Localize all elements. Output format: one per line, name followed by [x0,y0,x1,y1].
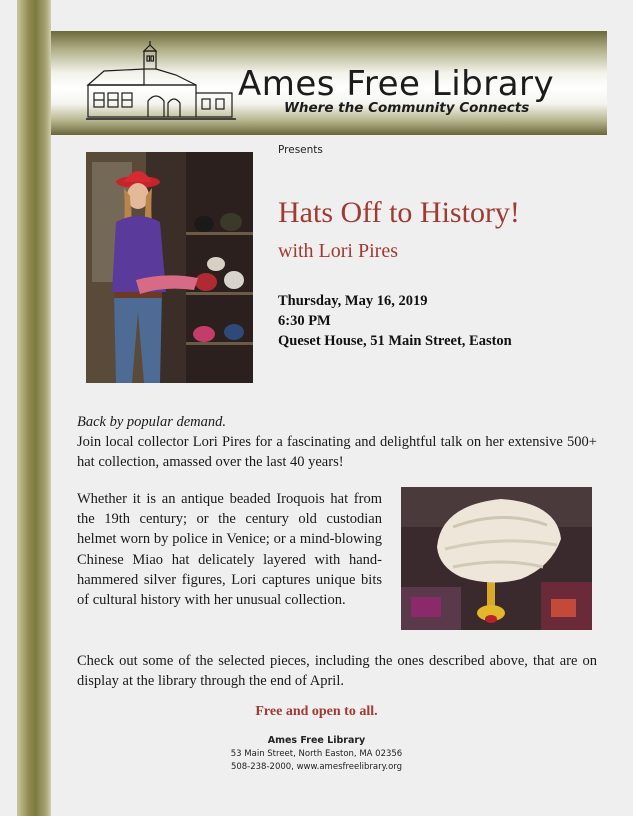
event-title: Hats Off to History! [278,196,520,229]
display-note: Check out some of the selected pieces, including the ones described above, that are on display at the library through the end of April. [77,653,597,690]
footer-library-name: Ames Free Library [267,735,366,746]
collection-description: Whether it is an antique beaded Iroquois hat from the 19th century; or the century old custodian helmet worn by police in Venice; or a mind-blowing Chinese Miao hat delicately layered with hand-hammered silver figures, Lori captures unique bits of cultural history with her unusual collection. [77,491,382,609]
hat-photo [401,487,592,630]
event-details [278,291,512,351]
free-admission-note: Free and open to all. [255,704,378,719]
footer-address: 53 Main Street, North Easton, MA 02356 [230,749,403,759]
decorative-side-bar [17,0,51,816]
library-building-icon [86,41,236,125]
presenter-photo [86,152,253,383]
library-tagline: Where the Community Connects [284,100,530,116]
intro-text: Join local collector Lori Pires for a fascinating and delightful talk on her extensive 500+ hat collection, amassed over the last 40 years! [77,434,597,470]
intro-section [77,412,597,472]
event-subtitle: with Lori Pires [278,240,398,262]
event-location: Queset House, 51 Main Street, Easton [278,333,512,349]
event-time: 6:30 PM [278,313,331,329]
library-name: Ames Free Library [238,64,555,104]
event-date: Thursday, May 16, 2019 [278,293,428,309]
footer-phone-website: 508-238-2000, www.amesfreelibrary.org [230,762,403,772]
presents-label: Presents [278,144,323,156]
footer-contact [0,734,633,774]
intro-lead: Back by popular demand. [77,414,226,430]
